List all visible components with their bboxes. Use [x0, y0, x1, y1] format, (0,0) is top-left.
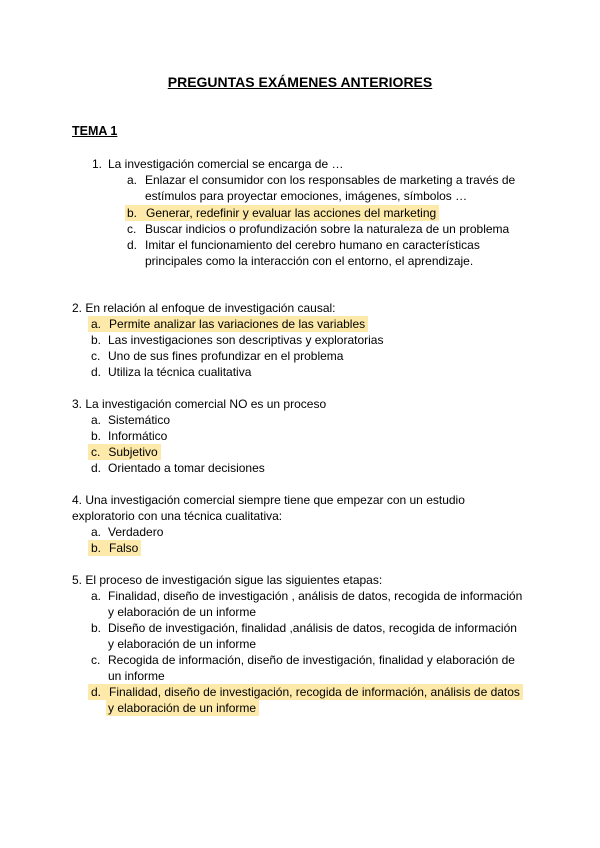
q1-d-line2: principales como la interacción con el entorno, el aprendizaje. — [145, 254, 474, 268]
q3-c-marker: c. — [91, 445, 101, 459]
section-heading: TEMA 1 — [72, 124, 118, 138]
page-title: PREGUNTAS EXÁMENES ANTERIORES — [167, 74, 433, 90]
q5-d-answer-highlight-line1 — [88, 684, 523, 700]
q5-b-line2: y elaboración de un informe — [108, 637, 257, 651]
q4-text-line2: exploratorio con una técnica cualitativa: — [72, 509, 283, 523]
q2-b-line1: Las investigaciones son descriptivas y exploratorias — [108, 333, 384, 347]
q5-d-answer-highlight-line2 — [106, 700, 259, 716]
q1-c-line1: Buscar indicios o profundización sobre la naturaleza de un problema — [145, 222, 510, 236]
q1-b-marker: b. — [127, 206, 138, 220]
q2-b-marker: b. — [91, 333, 102, 347]
q3-c-answer-highlight — [88, 444, 161, 460]
q2-d-marker: d. — [91, 365, 102, 379]
q5-d-line2: y elaboración de un informe — [108, 701, 257, 715]
q3-b-line1: Informático — [108, 429, 168, 443]
q5-c-marker: c. — [91, 653, 101, 667]
q2-d-line1: Utiliza la técnica cualitativa — [108, 365, 252, 379]
q1-d-line1: Imitar el funcionamiento del cerebro humano en características — [145, 238, 480, 252]
q2-c-line1: Uno de sus fines profundizar en el problema — [108, 349, 344, 363]
q3-a-marker: a. — [91, 413, 102, 427]
q3-c-line1: Subjetivo — [108, 445, 158, 459]
q3-d-marker: d. — [91, 461, 102, 475]
q5-d-line1: Finalidad, diseño de investigación, recogida de información, análisis de datos — [109, 685, 520, 699]
q3-a-line1: Sistemático — [108, 413, 171, 427]
q5-a-line1: Finalidad, diseño de investigación , análisis de datos, recogida de información — [108, 589, 523, 603]
q4-b-line1: Falso — [109, 541, 139, 555]
q3-text: 3. La investigación comercial NO es un proceso — [72, 397, 327, 411]
q4-a-line1: Verdadero — [108, 525, 164, 539]
q2-a-line1: Permite analizar las variaciones de las variables — [109, 317, 366, 331]
q3-b-marker: b. — [91, 429, 102, 443]
q1-b-line1: Generar, redefinir y evaluar las acciones del marketing — [146, 206, 437, 220]
q1-b-answer-highlight — [125, 205, 439, 221]
q4-b-marker: b. — [91, 541, 102, 555]
q2-text: 2. En relación al enfoque de investigación causal: — [72, 301, 336, 315]
q5-a-marker: a. — [91, 589, 102, 603]
q1-d-marker: d. — [127, 238, 138, 252]
q1-a-line1: Enlazar el consumidor con los responsables de marketing a través de — [145, 173, 516, 187]
q2-a-answer-highlight — [88, 316, 368, 332]
q5-c-line2: un informe — [108, 669, 165, 683]
q4-a-marker: a. — [91, 525, 102, 539]
q1-number: 1. — [92, 157, 103, 171]
q4-text-line1: 4. Una investigación comercial siempre tiene que empezar con un estudio — [72, 493, 465, 507]
q3-d-line1: Orientado a tomar decisiones — [108, 461, 265, 475]
q2-a-marker: a. — [91, 317, 102, 331]
q1-c-marker: c. — [127, 222, 137, 236]
q5-b-marker: b. — [91, 621, 102, 635]
q5-a-line2: y elaboración de un informe — [108, 605, 257, 619]
q4-b-answer-highlight — [88, 540, 141, 556]
q5-d-marker: d. — [91, 685, 102, 699]
q1-a-line2: estímulos para proyectar emociones, imágenes, símbolos … — [145, 189, 468, 203]
q5-b-line1: Diseño de investigación, finalidad ,análisis de datos, recogida de información — [108, 621, 517, 635]
q5-c-line1: Recogida de información, diseño de investigación, finalidad y elaboración de — [108, 653, 515, 667]
q1-text: La investigación comercial se encarga de … — [108, 157, 344, 171]
q2-c-marker: c. — [91, 349, 101, 363]
q5-text: 5. El proceso de investigación sigue las siguientes etapas: — [72, 573, 383, 587]
q1-a-marker: a. — [127, 173, 138, 187]
